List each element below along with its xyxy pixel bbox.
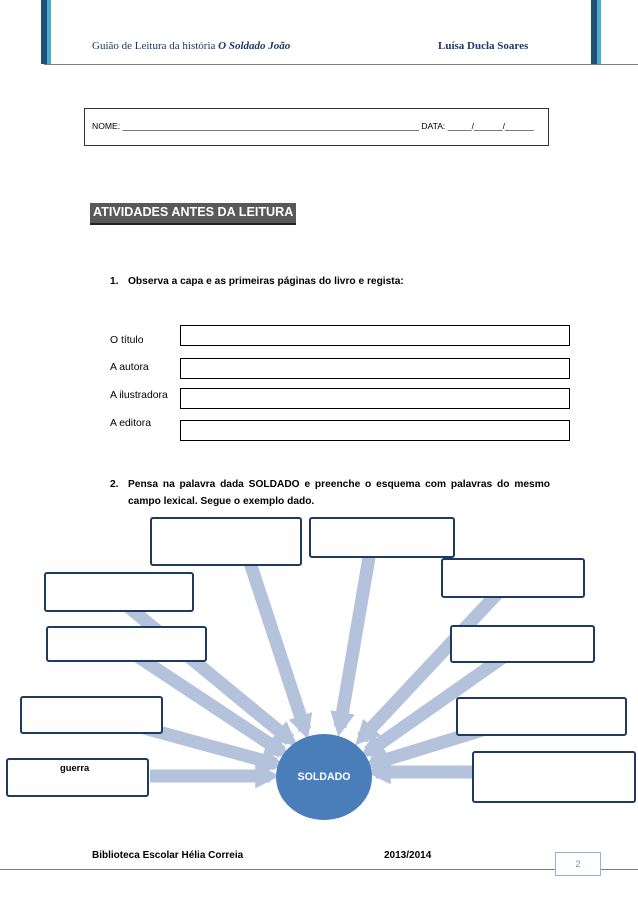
date-label: DATA:	[421, 121, 446, 131]
word-box-mid-left[interactable]	[46, 626, 207, 662]
footer-year: 2013/2014	[384, 850, 432, 861]
word-box-upper-right[interactable]	[441, 558, 585, 598]
question-2-text: Pensa na palavra dada SOLDADO e preenche o esquema com palavras do mesmo campo lexical. Segue o exemplo dado.	[128, 479, 550, 507]
word-box-lower-right[interactable]	[456, 697, 627, 736]
arrow-top-center	[340, 540, 372, 727]
name-blank[interactable]: ______________________________________________________________	[122, 121, 419, 131]
header-title-prefix: Guião de Leitura da história	[92, 40, 216, 52]
word-box-lower-left[interactable]	[20, 696, 163, 734]
field-label-illustrator: A ilustradora	[110, 390, 168, 401]
word-box-mid-right[interactable]	[450, 625, 595, 663]
footer-rule	[0, 869, 638, 870]
name-label: NOME:	[92, 121, 121, 131]
section-title: ATIVIDADES ANTES DA LEITURA	[90, 203, 296, 225]
date-blank[interactable]: _____/______/______	[447, 121, 534, 131]
center-word-circle	[276, 734, 372, 820]
word-box-top-center[interactable]	[309, 517, 455, 558]
center-word: SOLDADO	[297, 771, 351, 783]
field-label-title: O título	[110, 335, 144, 346]
field-label-author: A autora	[110, 362, 149, 373]
header-author: Luísa Ducla Soares	[438, 40, 529, 52]
page-number: 2	[555, 852, 601, 876]
header-book-title: O Soldado João	[218, 40, 291, 52]
word-box-top-left[interactable]	[150, 517, 302, 566]
example-word: guerra	[60, 762, 90, 773]
field-label-publisher: A editora	[110, 418, 152, 429]
question-2-number: 2.	[110, 479, 119, 490]
word-box-upper-left[interactable]	[44, 572, 194, 612]
question-1-number: 1.	[110, 276, 119, 287]
question-1-text: Observa a capa e as primeiras páginas do livro e regista:	[128, 276, 404, 287]
footer-library: Biblioteca Escolar Hélia Correia	[92, 850, 244, 861]
word-box-right[interactable]	[472, 751, 636, 803]
